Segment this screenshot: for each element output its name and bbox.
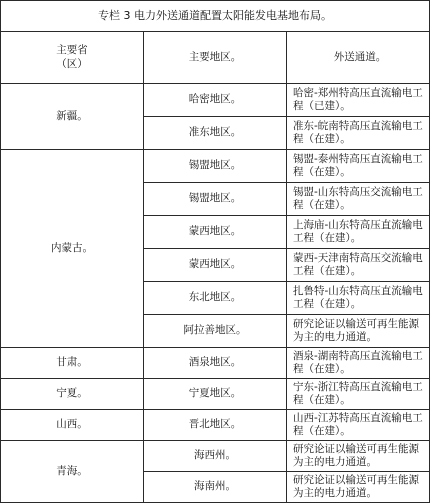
table-row	[1, 84, 430, 117]
table-row	[1, 150, 430, 183]
province-cell: 甘肃。	[1, 348, 144, 379]
region-cell: 哈密地区。	[144, 84, 287, 117]
channel-cell: 酒泉-湖南特高压直流输电工程（在建）。	[287, 348, 430, 379]
region-cell: 东北地区。	[144, 282, 287, 315]
channel-cell: 研究论证以输送可再生能源为主的电力通道。	[287, 441, 430, 472]
table-row	[1, 441, 430, 472]
region-cell: 宁夏地区。	[144, 379, 287, 410]
province-header	[1, 32, 144, 84]
channel-header: 外送通道。	[287, 32, 430, 84]
region-cell: 锡盟地区。	[144, 150, 287, 183]
channel-cell: 准东-皖南特高压直流输电工程（在建）。	[287, 117, 430, 150]
province-cell: 山西。	[1, 410, 144, 441]
table-row	[1, 410, 430, 441]
region-header: 主要地区。	[144, 32, 287, 84]
region-cell: 蒙西地区。	[144, 216, 287, 249]
region-cell: 阿拉善地区。	[144, 315, 287, 348]
province-cell: 新疆。	[1, 84, 144, 150]
province-cell: 宁夏。	[1, 379, 144, 410]
region-cell: 晋北地区。	[144, 410, 287, 441]
region-cell: 海南州。	[144, 472, 287, 503]
province-cell: 青海。	[1, 441, 144, 503]
channel-cell: 哈密-郑州特高压直流输电工程（已建）。	[287, 84, 430, 117]
channel-cell: 研究论证以输送可再生能源为主的电力通道。	[287, 315, 430, 348]
channel-cell: 上海庙-山东特高压直流输电工程（在建）。	[287, 216, 430, 249]
channel-cell: 扎鲁特-山东特高压直流输电工程（在建）。	[287, 282, 430, 315]
province-cell: 内蒙古。	[1, 150, 144, 348]
table-row	[1, 379, 430, 410]
channel-cell: 锡盟-泰州特高压直流输电工程（在建）。	[287, 150, 430, 183]
region-cell: 蒙西地区。	[144, 249, 287, 282]
province-header-line1: 主要省	[56, 44, 88, 57]
region-cell: 准东地区。	[144, 117, 287, 150]
table-caption: 专栏 3 电力外送通道配置太阳能发电基地布局。	[1, 1, 430, 32]
province-header-line2: （区）	[56, 57, 88, 70]
table-row	[1, 348, 430, 379]
channel-cell: 蒙西-天津南特高压交流输电工程（在建）。	[287, 249, 430, 282]
channel-cell: 山西-江苏特高压直流输电工程（在建）。	[287, 410, 430, 441]
channel-cell: 宁东-浙江特高压直流输电工程（在建）。	[287, 379, 430, 410]
channel-cell: 研究论证以输送可再生能源为主的电力通道。	[287, 472, 430, 503]
region-cell: 海西州。	[144, 441, 287, 472]
channel-cell: 锡盟-山东特高压交流输电工程（在建）。	[287, 183, 430, 216]
region-cell: 锡盟地区。	[144, 183, 287, 216]
region-cell: 酒泉地区。	[144, 348, 287, 379]
